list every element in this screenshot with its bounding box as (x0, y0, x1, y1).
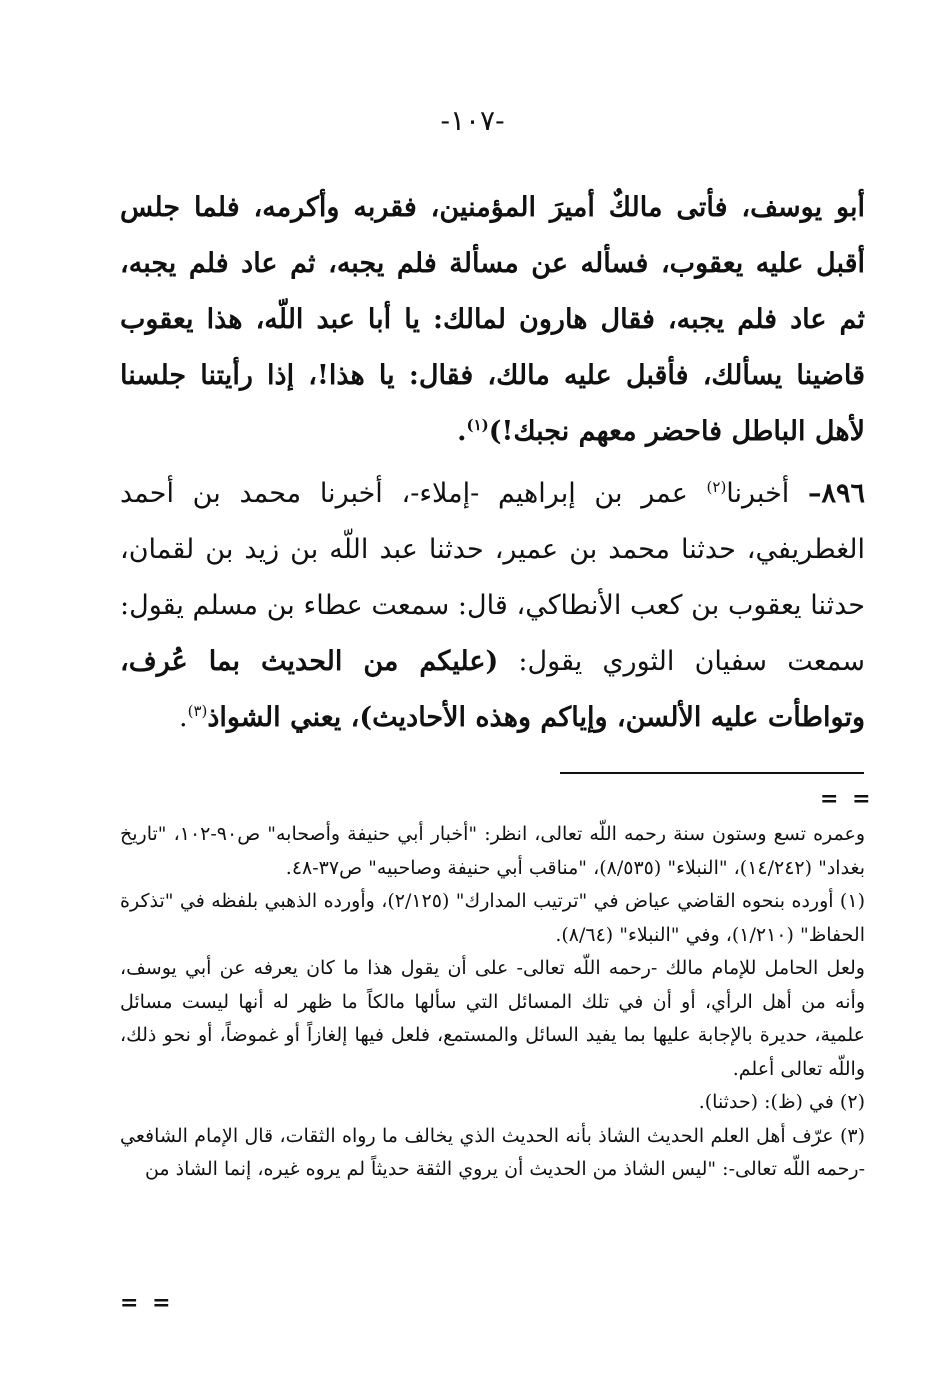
footnote-1-commentary: ولعل الحامل للإمام مالك -رحمه اللّه تعالى- على أن يقول هذا ما كان يعرفه عن أبي يوسف، وأنه من أهل الرأي، أو أن في تلك المسائل التي سألها مالكاً ما ظهر له أنها ليست مسائل علمية، حديرة بالإجابة عليها بما يفيد السائل والمستمع، فلعل فيها إلغازاً أو غموضاً، أو نحو ذلك، واللّه تعالى أعلم. (120, 957, 865, 1080)
footnote-3: (٣) عرّف أهل العلم الحديث الشاذ بأنه الحديث الذي يخالف ما رواه الثقات، قال الإمام الشافعي -رحمه اللّه تعالى-: "ليس الشاذ من الحديث أن يروي الثقة حديثاً لم يروه غيره، إنما الشاذ من (120, 1124, 865, 1180)
isnad-text-start: أخبرنا (726, 478, 808, 509)
matn-text: (عليكم من الحديث بما عُرف، وتواطأت عليه الألسن، وإياكم وهذه الأحاديث)، يعني الشواذ (120, 646, 865, 733)
footnote-ref-1[interactable]: (١) (466, 416, 489, 434)
footnote-1: (١) أورده بنحوه القاضي عياض في "ترتيب المدارك" (٢/١٢٥)، وأورده الذهبي بلفظه في "تذكرة الحفاظ" (١/٢١٠)، وفي "النبلاء" (٨/٦٤). (120, 890, 865, 946)
continuation-mark-top: = = (820, 786, 874, 812)
footnote-continued: وعمره تسع وستون سنة رحمه اللّه تعالى، انظر: "أخبار أبي حنيفة وأصحابه" ص٩٠-١٠٢، "تاريخ بغداد" (١٤/٢٤٢)، "النبلاء" (٨/٥٣٥)، "مناقب أبي حنيفة وصاحبيه" ص٣٧-٤٨. (120, 823, 866, 879)
paragraph-period: . (457, 416, 467, 447)
footnote-ref-2[interactable]: (٢) (706, 478, 727, 496)
main-text (120, 180, 865, 746)
footnote-separator (560, 772, 864, 774)
paragraph-text: أبو يوسف، فأتى مالكٌ أميرَ المؤمنين، فقربه وأكرمه، فلما جلس أقبل عليه يعقوب، فسأله عن مسألة فلم يجبه، ثم عاد فلم يجبه، ثم عاد فلم يجبه، فقال هارون لمالك: يا أبا عبد اللّه، هذا يعقوب قاضينا يسألك، فأقبل عليه مالك، فقال: يا هذا!، إذا رأيتنا جلسنا لأهل الباطل فاحضر معهم نجبك!) (120, 192, 865, 447)
paragraph-period: . (179, 702, 188, 733)
hadith-number: ٨٩٦– (807, 478, 865, 509)
paragraph-narration-end (120, 180, 865, 460)
paragraph-hadith-896 (120, 466, 865, 746)
isnad-text: عمر بن إبراهيم -إملاء-، أخبرنا محمد بن أحمد الغطريفي، حدثنا محمد بن عمير، حدثنا عبد اللّه بن زيد بن لقمان، حدثنا يعقوب بن كعب الأنطاكي، قال: سمعت عطاء بن مسلم يقول: سمعت سفيان الثوري يقول: (120, 478, 865, 677)
footnote-ref-3[interactable]: (٣) (187, 702, 208, 720)
continuation-mark-bottom: = = (120, 1290, 174, 1316)
footnotes-section (120, 818, 865, 1187)
footnote-2: (٢) في (ظ): (حدثنا). (698, 1091, 865, 1113)
page-number: -١٠٧- (440, 104, 505, 137)
